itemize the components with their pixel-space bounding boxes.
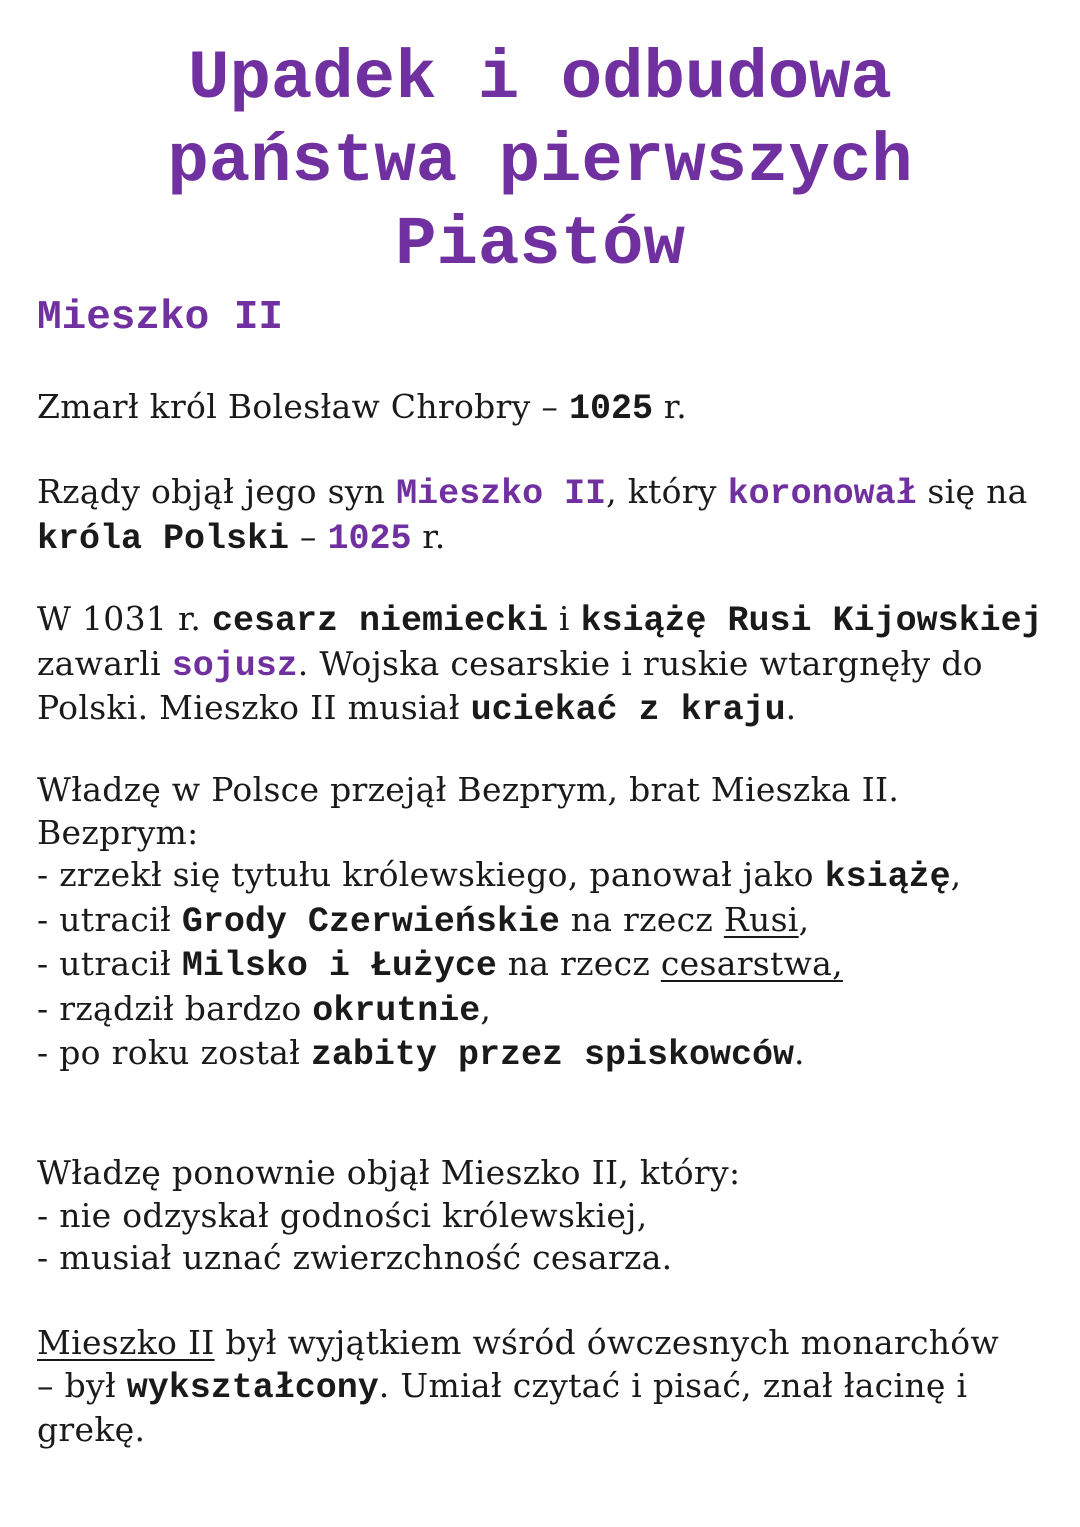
- text-run: Polski. Mieszko II musiał: [37, 688, 471, 727]
- text-run: ,: [798, 899, 810, 939]
- title-line-2: państwa pierwszych: [167, 123, 913, 201]
- king-bold: króla Polski: [37, 518, 290, 559]
- text-run: - po roku został: [37, 1033, 311, 1072]
- text-run: zawarli: [37, 643, 172, 683]
- text-line: [37, 1365, 1047, 1410]
- text-run: .: [794, 1033, 805, 1072]
- list-item: [37, 988, 1047, 1033]
- text-run: się na: [916, 472, 1028, 511]
- emperor-bold: cesarz niemiecki: [212, 601, 549, 641]
- list-item: [37, 1032, 1047, 1077]
- text-run: i: [548, 599, 581, 638]
- list-item: [37, 899, 1047, 944]
- text-run: na rzecz: [559, 899, 724, 939]
- text-line: [37, 598, 1047, 643]
- text-line: [37, 516, 1047, 561]
- text-line: Władzę w Polsce przejął Bezprym, brat Mieszka II.: [37, 770, 900, 809]
- paragraph-bezprym: [37, 769, 1047, 1077]
- text-run: , który: [606, 472, 728, 511]
- prince-bold: książę Rusi Kijowskiej: [580, 601, 1043, 641]
- text-run: - utracił: [37, 899, 182, 939]
- paragraph-death: [37, 386, 1047, 431]
- page-title: [0, 38, 1080, 287]
- text-run: –: [289, 516, 328, 556]
- paragraph-alliance: [37, 598, 1047, 732]
- text-line: [37, 471, 1047, 516]
- text-run: Zmarł król Bolesław Chrobry –: [37, 387, 569, 426]
- cruelly-bold: okrutnie: [312, 990, 481, 1031]
- text-run: . Wojska cesarskie i ruskie wtargnęły do: [297, 643, 983, 683]
- empire-underlined: cesarstwa,: [660, 944, 843, 983]
- paragraph-return: [37, 1152, 1047, 1280]
- text-line: [37, 643, 1047, 688]
- list-item: - musiał uznać zwierzchność cesarza.: [37, 1238, 673, 1277]
- text-run: .: [785, 688, 797, 727]
- milsko-lusatia-bold: Milsko i Łużyce: [181, 946, 497, 986]
- text-line: [37, 687, 1047, 732]
- text-run: Rządy objął jego syn: [37, 472, 397, 511]
- text-run: był wyjątkiem wśród ówczesnych monarchów: [214, 1323, 1000, 1362]
- rus-underlined: Rusi: [723, 899, 799, 939]
- list-item: - nie odzyskał godności królewskiej,: [37, 1195, 648, 1235]
- text-run: - rządził bardzo: [37, 988, 313, 1028]
- educated-bold: wykształcony: [126, 1367, 379, 1408]
- ruler-underlined: Mieszko II: [37, 1323, 215, 1362]
- title-line-1: Upadek i odbudowa: [188, 40, 892, 118]
- section-heading: Mieszko II: [37, 295, 284, 341]
- text-run: W 1031 r.: [37, 599, 213, 638]
- prince-title-bold: książę: [824, 857, 951, 897]
- text-run: r.: [652, 387, 688, 426]
- list-item: [37, 943, 1047, 988]
- text-run: . Umiał czytać i pisać, znał łacinę i: [378, 1365, 968, 1405]
- year-bold: 1025: [568, 389, 653, 429]
- text-run: ,: [950, 855, 962, 894]
- text-line: Bezprym:: [37, 812, 199, 852]
- text-line: grekę.: [37, 1410, 146, 1449]
- paragraph-coronation: [37, 471, 1047, 560]
- text-run: – był: [37, 1365, 127, 1405]
- text-run: - utracił: [37, 944, 182, 983]
- text-run: - zrzekł się tytułu królewskiego, panował jako: [37, 855, 825, 894]
- title-line-3: Piastów: [395, 206, 685, 284]
- text-line: Władzę ponownie objął Mieszko II, który:: [37, 1153, 741, 1192]
- ruler-name-highlight: Mieszko II: [396, 474, 607, 514]
- text-run: r.: [411, 516, 446, 556]
- paragraph-education: [37, 1322, 1047, 1452]
- text-line: [37, 1322, 1047, 1365]
- crowned-highlight: koronował: [727, 474, 917, 514]
- text-line: [37, 386, 1047, 431]
- cherven-towns-bold: Grody Czerwieńskie: [181, 901, 560, 942]
- flee-bold: uciekać z kraju: [470, 690, 786, 730]
- killed-bold: zabity przez spiskowców: [310, 1035, 795, 1075]
- year-highlight: 1025: [327, 518, 412, 559]
- list-item: [37, 854, 1047, 899]
- text-run: ,: [480, 988, 492, 1028]
- text-run: na rzecz: [496, 944, 661, 983]
- alliance-highlight: sojusz: [171, 645, 298, 686]
